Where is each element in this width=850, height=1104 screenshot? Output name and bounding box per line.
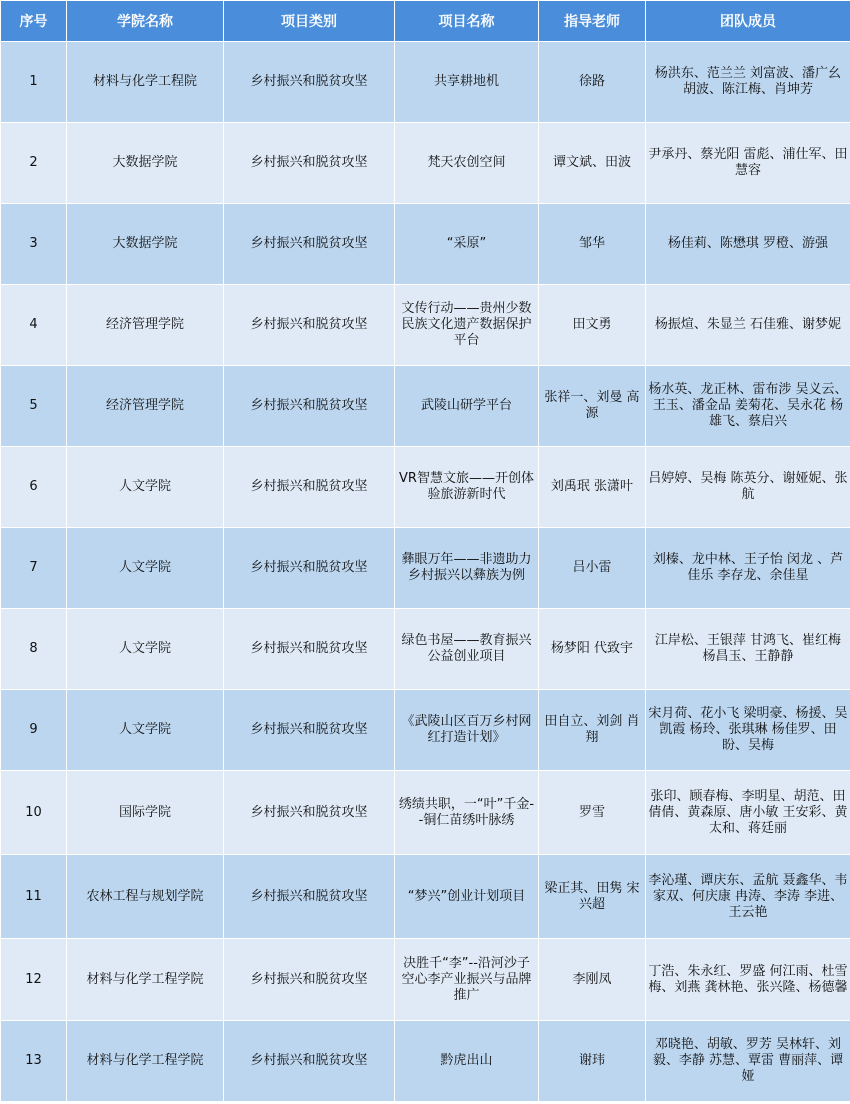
row-category: 乡村振兴和脱贫攻坚	[224, 447, 395, 528]
row-members: 杨振煊、朱显兰 石佳雅、谢梦妮	[646, 285, 850, 366]
row-members: 尹承丹、蔡光阳 雷彪、浦仕军、田慧容	[646, 123, 850, 204]
row-number: 1	[1, 42, 67, 123]
row-project: VR智慧文旅——开创体验旅游新时代	[395, 447, 539, 528]
row-project: 武陵山研学平台	[395, 366, 539, 447]
table-row	[1, 609, 850, 690]
row-project: 梵天农创空间	[395, 123, 539, 204]
row-college: 大数据学院	[67, 123, 224, 204]
table-row	[1, 42, 850, 123]
row-members: 江岸松、王银萍 甘鸿飞、崔红梅 杨昌玉、王静静	[646, 609, 850, 690]
row-project: 共享耕地机	[395, 42, 539, 123]
row-project: 绿色书屋——教育振兴公益创业项目	[395, 609, 539, 690]
row-members: 张印、顾春梅、李明星、胡范、田倩倩、黄森原、唐小敏 王安彩、黄太和、蒋廷丽	[646, 771, 850, 855]
row-category: 乡村振兴和脱贫攻坚	[224, 123, 395, 204]
row-project: “梦兴”创业计划项目	[395, 855, 539, 939]
row-number: 13	[1, 1021, 67, 1102]
row-college: 材料与化学工程学院	[67, 1021, 224, 1102]
row-members: 刘榛、龙中林、王子怡 闵龙 、芦佳乐 李存龙、余佳星	[646, 528, 850, 609]
table-row	[1, 939, 850, 1021]
row-college: 经济管理学院	[67, 366, 224, 447]
row-number: 3	[1, 204, 67, 285]
row-number: 4	[1, 285, 67, 366]
row-members: 吕婷婷、吴梅 陈英分、谢娅妮、张航	[646, 447, 850, 528]
row-advisor: 李刚凤	[539, 939, 646, 1021]
row-category: 乡村振兴和脱贫攻坚	[224, 204, 395, 285]
table-row	[1, 285, 850, 366]
row-college: 材料与化学工程院	[67, 42, 224, 123]
row-project: “采原”	[395, 204, 539, 285]
row-category: 乡村振兴和脱贫攻坚	[224, 1021, 395, 1102]
row-advisor: 罗雪	[539, 771, 646, 855]
row-number: 7	[1, 528, 67, 609]
row-project: 《武陵山区百万乡村网红打造计划》	[395, 690, 539, 771]
row-category: 乡村振兴和脱贫攻坚	[224, 690, 395, 771]
row-number: 2	[1, 123, 67, 204]
row-category: 乡村振兴和脱贫攻坚	[224, 939, 395, 1021]
row-advisor: 邹华	[539, 204, 646, 285]
row-college: 人文学院	[67, 609, 224, 690]
header-row	[1, 1, 850, 42]
row-project: 彝眼万年——非遗助力乡村振兴以彝族为例	[395, 528, 539, 609]
header-college: 学院名称	[67, 1, 224, 42]
row-advisor: 张祥一、刘曼 高源	[539, 366, 646, 447]
row-members: 李沁瑾、谭庆东、孟航 聂鑫华、韦家双、何庆康 冉涛、李涛 李进、王云艳	[646, 855, 850, 939]
row-college: 人文学院	[67, 690, 224, 771]
row-college: 国际学院	[67, 771, 224, 855]
row-college: 经济管理学院	[67, 285, 224, 366]
row-advisor: 田文勇	[539, 285, 646, 366]
table-row	[1, 123, 850, 204]
row-members: 丁浩、朱永红、罗盛 何江雨、杜雪梅、刘燕 龚林艳、张兴隆、杨德馨	[646, 939, 850, 1021]
row-project: 黔虎出山	[395, 1021, 539, 1102]
table-row	[1, 771, 850, 855]
row-project: 文传行动——贵州少数民族文化遗产数据保护平台	[395, 285, 539, 366]
table-row	[1, 204, 850, 285]
row-number: 10	[1, 771, 67, 855]
row-number: 6	[1, 447, 67, 528]
row-project: 绣绩共职，一“叶”千金--铜仁苗绣叶脉绣	[395, 771, 539, 855]
row-project: 决胜千“李”--沿河沙子空心李产业振兴与品牌推广	[395, 939, 539, 1021]
row-advisor: 徐路	[539, 42, 646, 123]
table-row	[1, 366, 850, 447]
row-number: 8	[1, 609, 67, 690]
row-advisor: 梁正其、田隽 宋兴超	[539, 855, 646, 939]
row-number: 12	[1, 939, 67, 1021]
row-category: 乡村振兴和脱贫攻坚	[224, 366, 395, 447]
header-category: 项目类别	[224, 1, 395, 42]
row-category: 乡村振兴和脱贫攻坚	[224, 285, 395, 366]
header-number: 序号	[1, 1, 67, 42]
row-advisor: 刘禹珉 张潇叶	[539, 447, 646, 528]
row-number: 5	[1, 366, 67, 447]
row-category: 乡村振兴和脱贫攻坚	[224, 771, 395, 855]
table-row	[1, 528, 850, 609]
row-college: 人文学院	[67, 528, 224, 609]
row-advisor: 田自立、刘剑 肖翔	[539, 690, 646, 771]
row-category: 乡村振兴和脱贫攻坚	[224, 855, 395, 939]
row-category: 乡村振兴和脱贫攻坚	[224, 609, 395, 690]
table-row	[1, 690, 850, 771]
header-project: 项目名称	[395, 1, 539, 42]
table-row	[1, 855, 850, 939]
row-college: 人文学院	[67, 447, 224, 528]
row-members: 邓晓艳、胡敏、罗芳 吴林轩、刘毅、李静 苏慧、覃雷 曹丽萍、谭娅	[646, 1021, 850, 1102]
row-number: 11	[1, 855, 67, 939]
row-college: 农林工程与规划学院	[67, 855, 224, 939]
row-category: 乡村振兴和脱贫攻坚	[224, 42, 395, 123]
row-number: 9	[1, 690, 67, 771]
row-members: 杨洪东、范兰兰 刘富波、潘广幺 胡波、陈江梅、肖坤芳	[646, 42, 850, 123]
row-members: 宋月荷、花小飞 梁明豪、杨援、吴凯霞 杨玲、张琪琳 杨佳罗、田盼、吴梅	[646, 690, 850, 771]
header-members: 团队成员	[646, 1, 850, 42]
row-advisor: 杨梦阳 代致宇	[539, 609, 646, 690]
row-category: 乡村振兴和脱贫攻坚	[224, 528, 395, 609]
row-advisor: 谢玮	[539, 1021, 646, 1102]
header-advisor: 指导老师	[539, 1, 646, 42]
row-college: 大数据学院	[67, 204, 224, 285]
row-advisor: 谭文斌、田波	[539, 123, 646, 204]
row-members: 杨佳莉、陈懋琪 罗橙、游强	[646, 204, 850, 285]
table-row	[1, 1021, 850, 1102]
row-members: 杨水英、龙正林、雷布涉 吴义云、王玉、潘金品 姜菊花、吴永花 杨雄飞、蔡启兴	[646, 366, 850, 447]
row-advisor: 吕小雷	[539, 528, 646, 609]
row-college: 材料与化学工程学院	[67, 939, 224, 1021]
table-row	[1, 447, 850, 528]
